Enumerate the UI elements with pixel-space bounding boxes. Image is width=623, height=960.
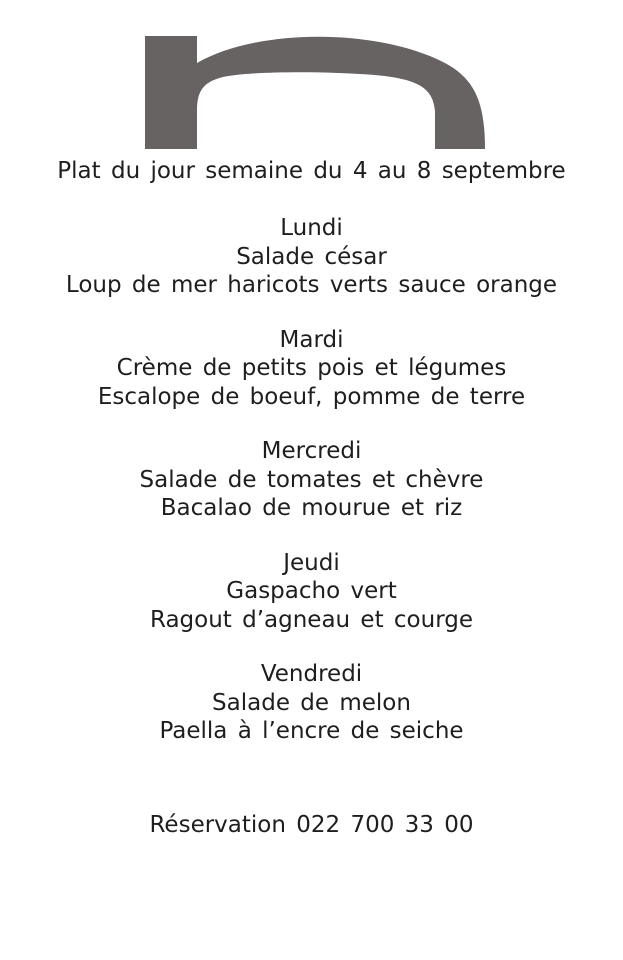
dish-main: Bacalao de mourue et riz — [160, 495, 463, 521]
day-thursday — [0, 549, 623, 635]
dish-starter: Salade de melon — [212, 689, 411, 716]
dish-starter: Crème de petits pois et légumes — [116, 355, 507, 381]
reservation-phone: Réservation 022 700 33 00 — [149, 812, 474, 838]
day-name: Mercredi — [261, 438, 362, 464]
dish-starter: Salade césar — [236, 243, 387, 270]
n-logo-shape — [145, 36, 485, 149]
dish-main: Paella à l’encre de seiche — [159, 718, 464, 744]
dish-starter: Salade de tomates et chèvre — [139, 466, 484, 493]
day-wednesday — [0, 437, 623, 523]
menu-title: Plat du jour semaine du 4 au 8 septembre — [57, 158, 566, 184]
dish-main: Escalope de boeuf, pomme de terre — [97, 383, 526, 410]
day-tuesday — [0, 326, 623, 412]
dish-main: Ragout d’agneau et courge — [149, 606, 474, 633]
dish-main: Loup de mer haricots verts sauce orange — [65, 272, 558, 298]
day-name: Vendredi — [260, 661, 363, 687]
n-logo-icon — [145, 33, 485, 149]
menu — [0, 154, 623, 746]
day-name: Mardi — [279, 326, 344, 353]
day-friday — [0, 660, 623, 746]
day-monday — [0, 214, 623, 300]
dish-starter: Gaspacho vert — [226, 578, 397, 604]
day-name: Jeudi — [283, 549, 340, 576]
day-name: Lundi — [280, 215, 343, 241]
